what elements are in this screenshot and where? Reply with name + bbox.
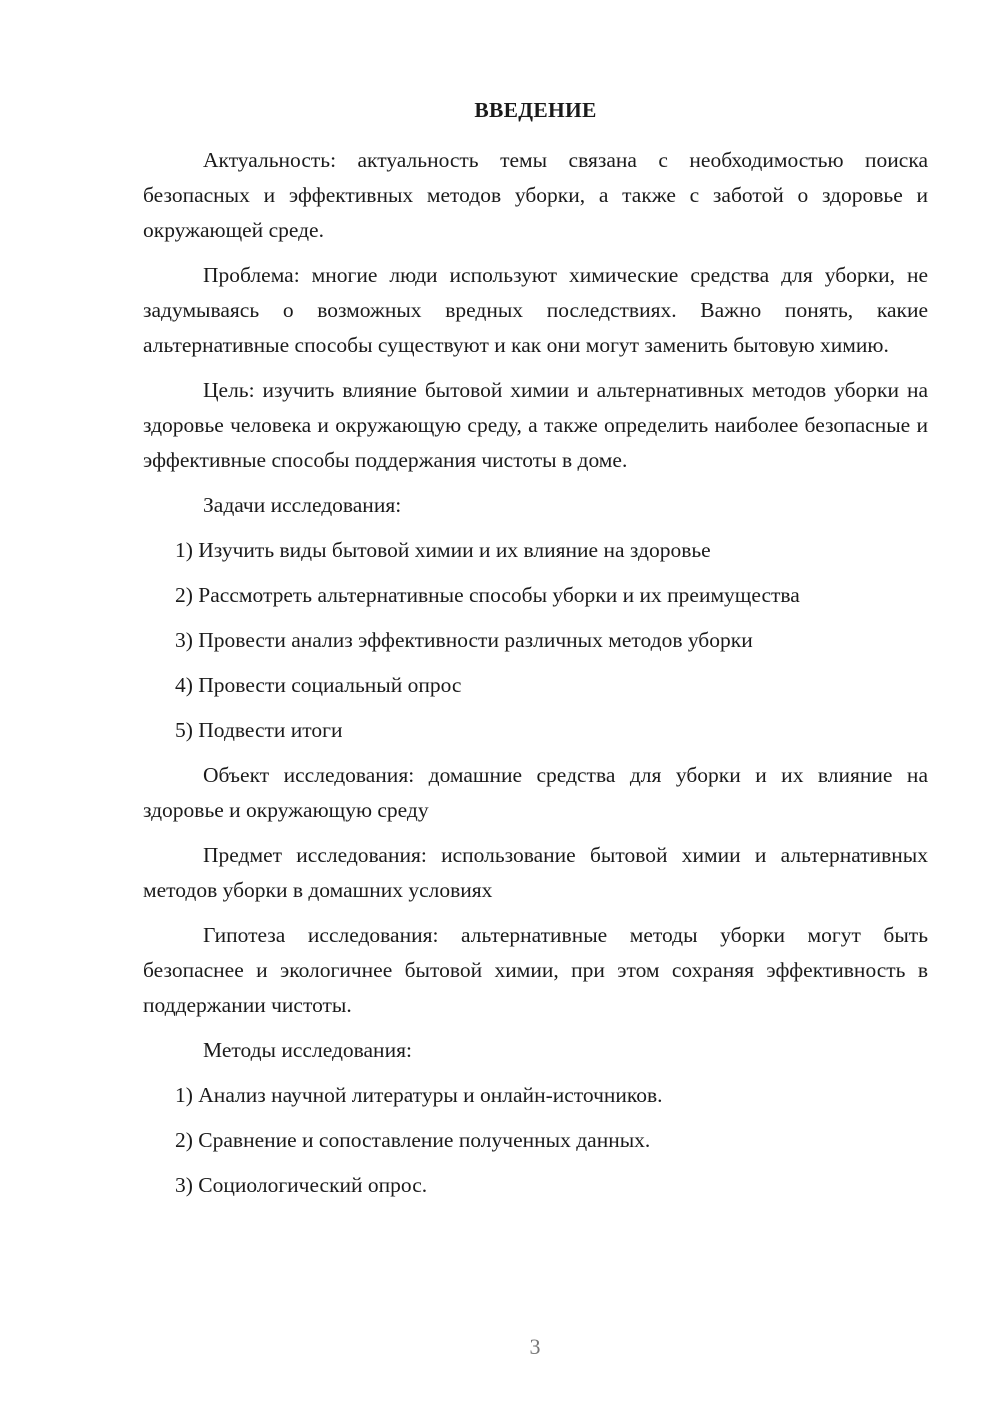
page-number: 3 bbox=[529, 1334, 541, 1359]
goal-paragraph: Цель: изучить влияние бытовой химии и альтернативных методов уборки на здоровье человека и окружающую среду, а также определить наиболее безопасные и эффективные способы поддержания чистоты в доме. bbox=[143, 378, 928, 472]
methods-title: Методы исследования: bbox=[203, 1038, 412, 1062]
method-item: 2) Сравнение и сопоставление полученных данных. bbox=[175, 1128, 651, 1152]
method-item: 3) Социологический опрос. bbox=[175, 1173, 428, 1197]
task-item: 5) Подвести итоги bbox=[175, 718, 343, 742]
task-item: 3) Провести анализ эффективности различных методов уборки bbox=[175, 628, 753, 652]
document-page bbox=[143, 95, 928, 1213]
task-item: 1) Изучить виды бытовой химии и их влияние на здоровье bbox=[175, 538, 711, 562]
method-item: 1) Анализ научной литературы и онлайн-источников. bbox=[175, 1083, 663, 1107]
task-item: 4) Провести социальный опрос bbox=[175, 673, 462, 697]
task-item: 2) Рассмотреть альтернативные способы уборки и их преимущества bbox=[175, 583, 800, 607]
problem-paragraph: Проблема: многие люди используют химические средства для уборки, не задумываясь о возможных вредных последствиях. Важно понять, какие альтернативные способы существуют и как они могут заменить бытовую химию. bbox=[143, 263, 928, 357]
hypothesis-paragraph: Гипотеза исследования: альтернативные методы уборки могут быть безопаснее и экологичнее бытовой химии, при этом сохраняя эффективность в поддержании чистоты. bbox=[143, 923, 928, 1017]
relevance-paragraph: Актуальность: актуальность темы связана с необходимостью поиска безопасных и эффективных методов уборки, а также с заботой о здоровье и окружающей среде. bbox=[143, 148, 928, 242]
tasks-title: Задачи исследования: bbox=[203, 493, 402, 517]
object-paragraph: Объект исследования: домашние средства для уборки и их влияние на здоровье и окружающую среду bbox=[143, 763, 928, 822]
subject-paragraph: Предмет исследования: использование бытовой химии и альтернативных методов уборки в домашних условиях bbox=[143, 843, 928, 902]
section-heading: ВВЕДЕНИЕ bbox=[474, 98, 597, 122]
